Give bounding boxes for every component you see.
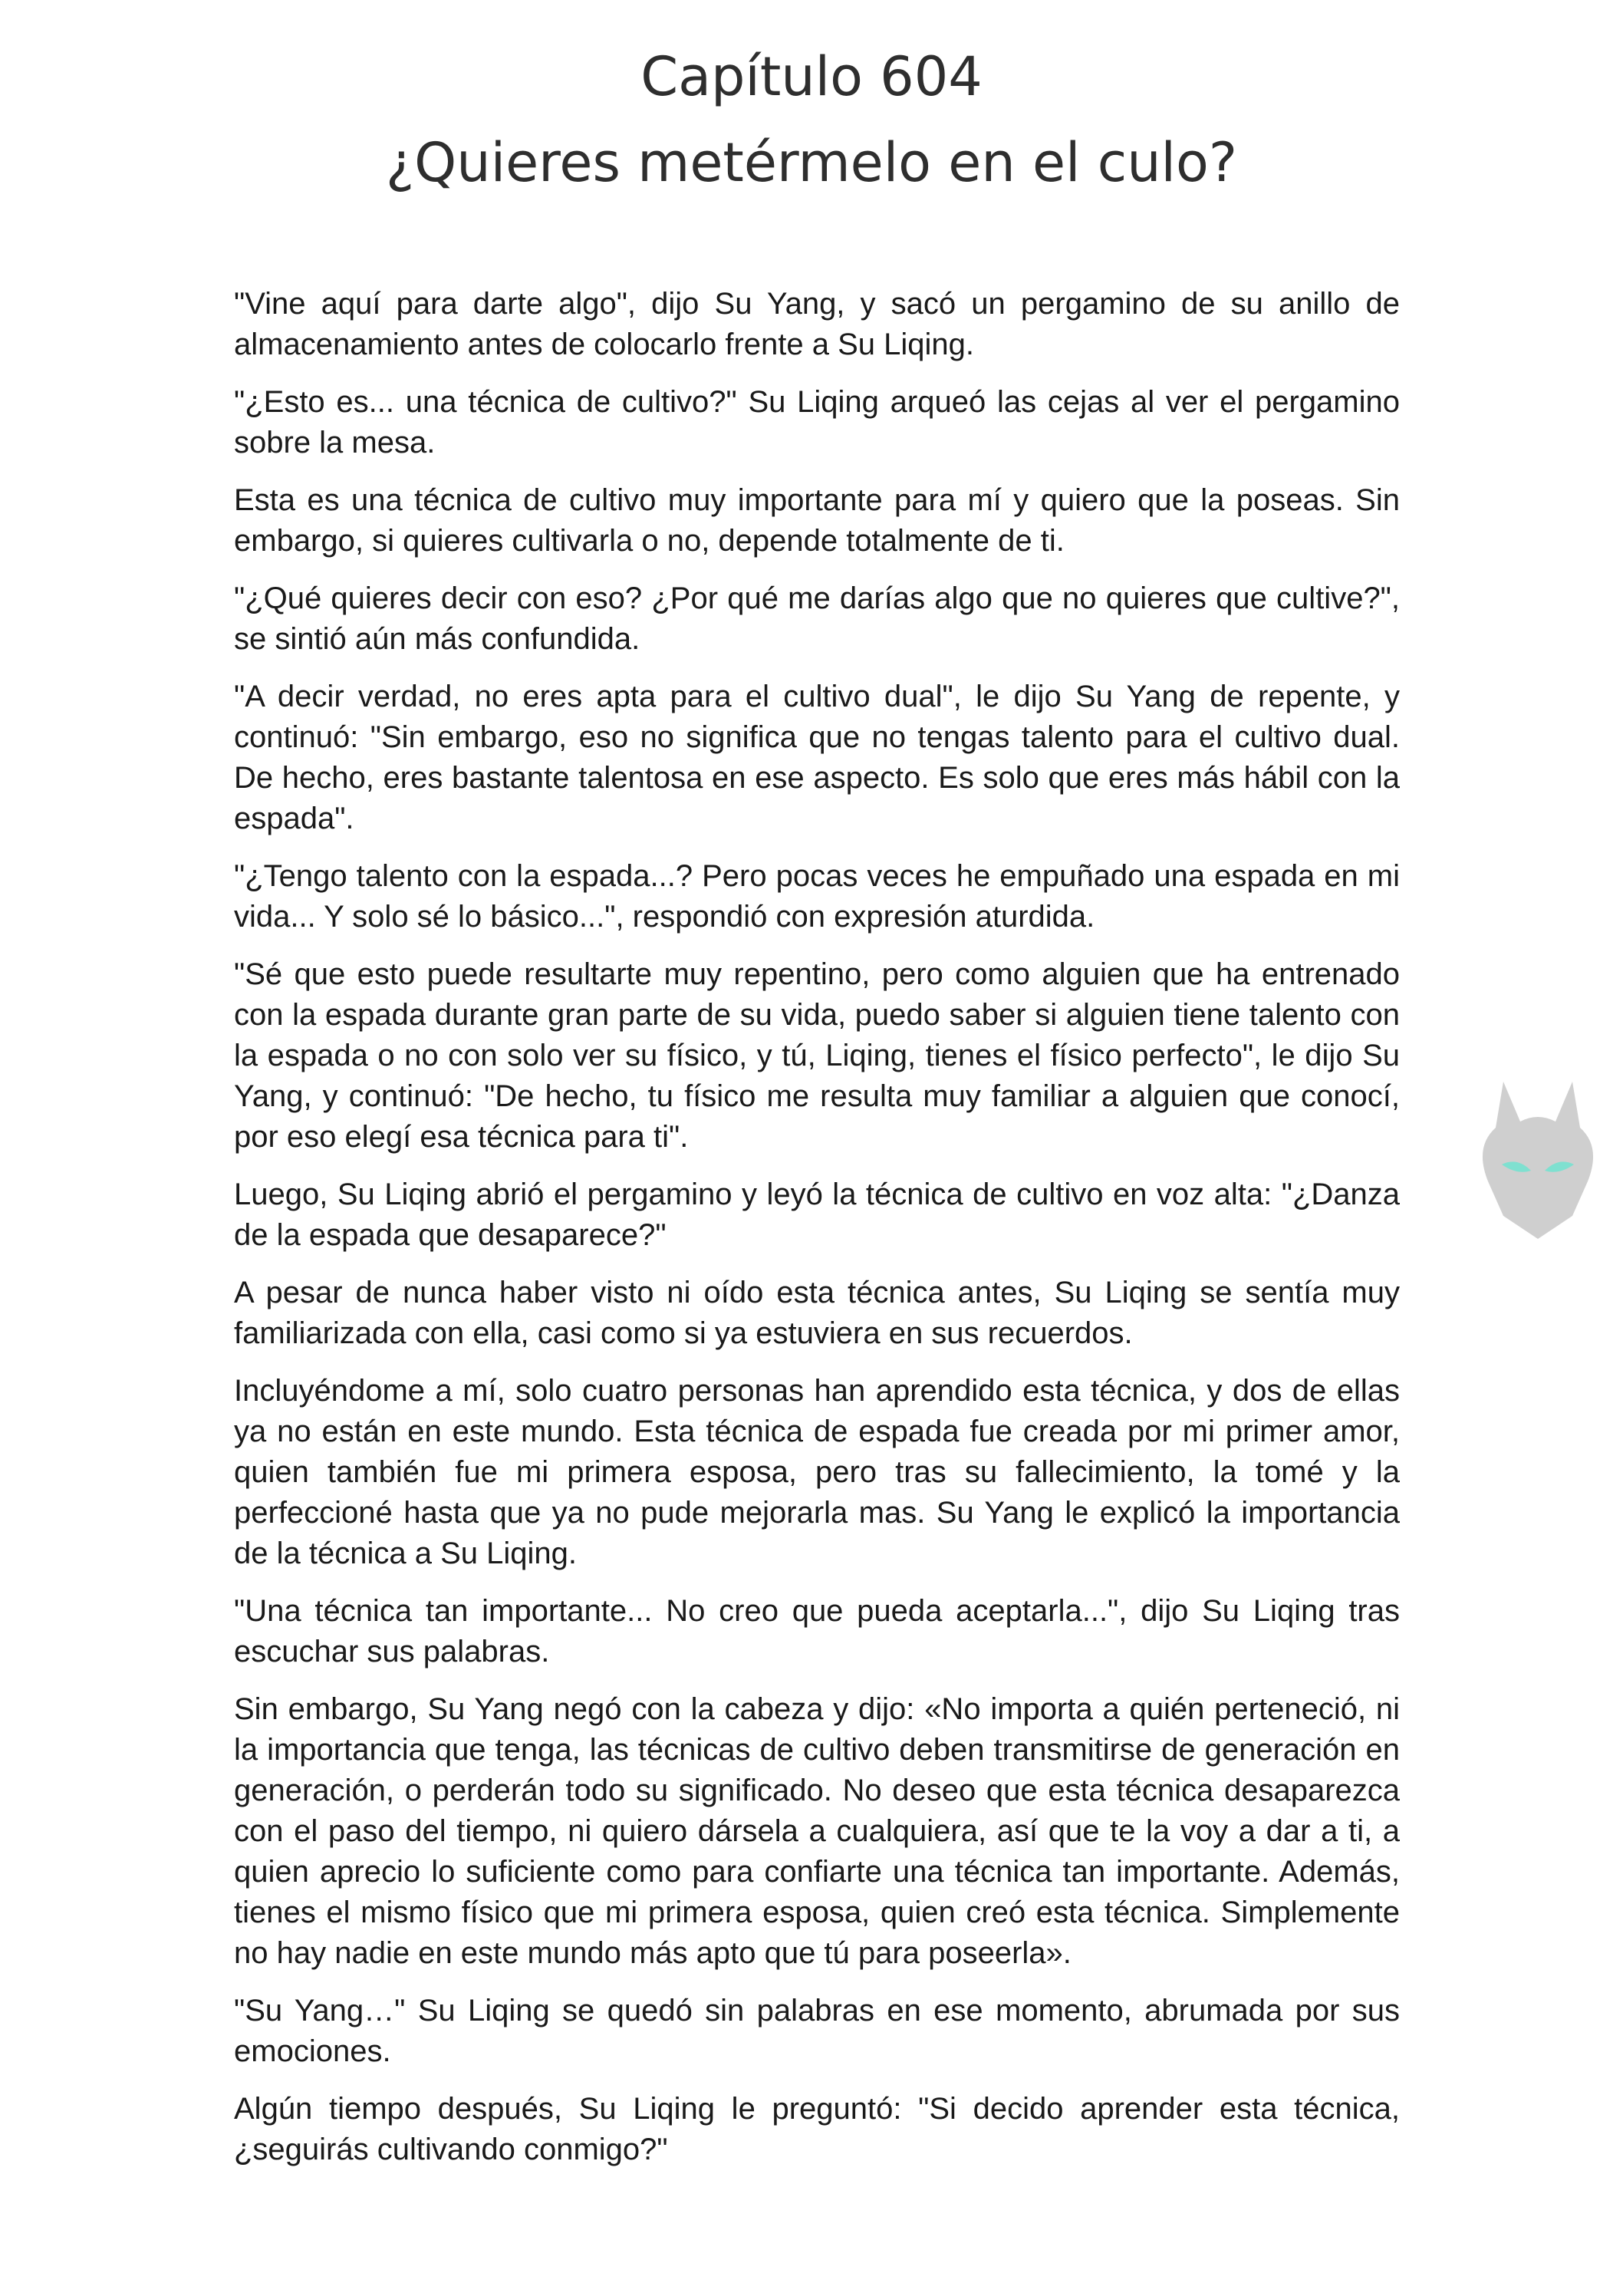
paragraph: "¿Esto es... una técnica de cultivo?" Su Liqing arqueó las cejas al ver el pergamino sobre la mesa. [234, 385, 1400, 460]
paragraph: "¿Qué quieres decir con eso? ¿Por qué me darías algo que no quieres que cultive?", se sintió aún más confundida. [234, 581, 1400, 656]
paragraph: "Una técnica tan importante... No creo que pueda aceptarla...", dijo Su Liqing tras escuchar sus palabras. [234, 1594, 1400, 1668]
paragraph: Incluyéndome a mí, solo cuatro personas han aprendido esta técnica, y dos de ellas ya no están en este mundo. Esta técnica de espada fue creada por mi primer amor, quien también fue mi primera esposa, pero tras su fallecimiento, la tomé y la perfeccioné hasta que ya no pude mejorarla mas. Su Yang le explicó la importancia de la técnica a Su Liqing. [234, 1374, 1400, 1570]
paragraph: Luego, Su Liqing abrió el pergamino y leyó la técnica de cultivo en voz alta: "¿Danza de la espada que desaparece?" [234, 1178, 1400, 1252]
paragraph: Esta es una técnica de cultivo muy importante para mí y quiero que la poseas. Sin embargo, si quieres cultivarla o no, depende totalmente de ti. [234, 483, 1400, 558]
chapter-body [234, 284, 1400, 2187]
chapter-title: ¿Quieres metérmelo en el culo? [386, 131, 1237, 194]
paragraph: "¿Tengo talento con la espada...? Pero pocas veces he empuñado una espada en mi vida... Y solo sé lo básico...", respondió con expresión aturdida. [234, 859, 1400, 934]
paragraph: "Sé que esto puede resultarte muy repentino, pero como alguien que ha entrenado con la espada durante gran parte de su vida, puedo saber si alguien tiene talento con la espada o no con solo ver su físico, y tú, Liqing, tienes el físico perfecto", le dijo Su Yang, y continuó: "De hecho, tu físico me resulta muy familiar a alguien que conocí, por eso elegí esa técnica para ti". [234, 957, 1400, 1154]
paragraph: Algún tiempo después, Su Liqing le preguntó: "Si decido aprender esta técnica, ¿seguirás cultivando conmigo?" [234, 2092, 1400, 2166]
paragraph: "Su Yang…" Su Liqing se quedó sin palabras en ese momento, abrumada por sus emociones. [234, 1994, 1400, 2068]
paragraph: "Vine aquí para darte algo", dijo Su Yang, y sacó un pergamino de su anillo de almacenamiento antes de colocarlo frente a Su Liqing. [234, 287, 1400, 361]
paragraph: "A decir verdad, no eres apta para el cultivo dual", le dijo Su Yang de repente, y continuó: "Sin embargo, eso no significa que no tengas talento para el cultivo dual. De hecho, eres bastante talentosa en ese aspecto. Es solo que eres más hábil con la espada". [234, 680, 1400, 835]
chapter-number: Capítulo 604 [640, 45, 983, 108]
paragraph: A pesar de nunca haber visto ni oído esta técnica antes, Su Liqing se sentía muy familiarizada con ella, casi como si ya estuviera en sus recuerdos. [234, 1276, 1400, 1350]
paragraph: Sin embargo, Su Yang negó con la cabeza y dijo: «No importa a quién perteneció, ni la importancia que tenga, las técnicas de cultivo deben transmitirse de generación en generación, o perderán todo su significado. No deseo que esta técnica desaparezca con el paso del tiempo, ni quiero dársela a cualquiera, así que te la voy a dar a ti, a quien aprecio lo suficiente como para confiarte una técnica tan importante. Además, tienes el mismo físico que mi primera esposa, quien creó esta técnica. Simplemente no hay nadie en este mundo más apto que tú para poseerla». [234, 1692, 1400, 1970]
demon-head-icon [1473, 1074, 1603, 1243]
